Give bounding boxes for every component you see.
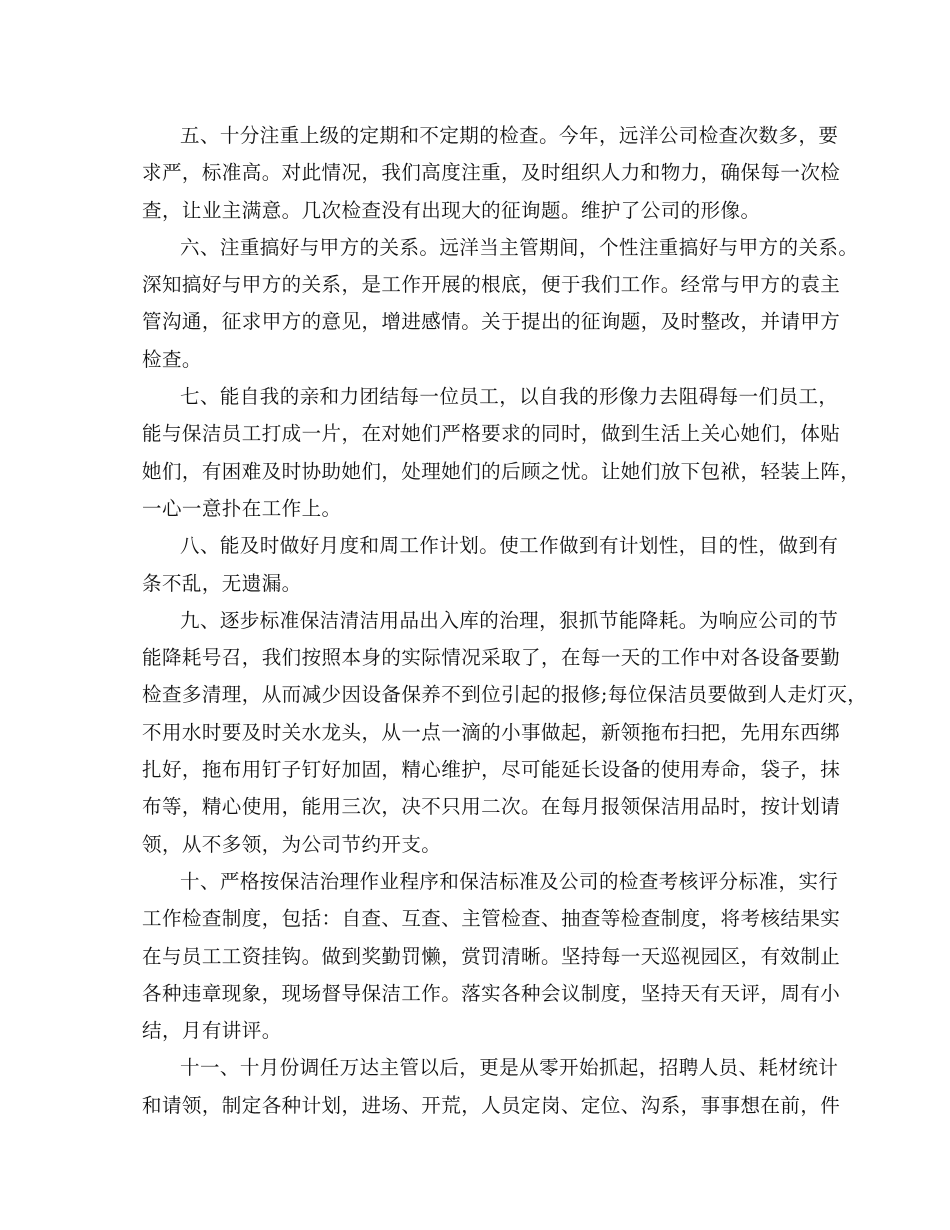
paragraph-10-line-5: 结，月有讲评。 [142, 1019, 282, 1043]
paragraph-9-line-1: 九、逐步标准保洁清洁用品出入库的治理，狠抓节能降耗。为响应公司的节 [180, 608, 839, 632]
paragraph-10-line-2: 工作检查制度，包括：自查、互查、主管检查、抽查等检查制度，将考核结果实 [142, 907, 841, 931]
paragraph-10-line-3: 在与员工工资挂钩。做到奖勤罚懒，赏罚清晰。坚持每一天巡视园区，有效制止 [142, 944, 841, 968]
paragraph-9-line-6: 布等，精心使用，能用三次，决不只用二次。在每月报领保洁用品时，按计划请 [142, 795, 841, 819]
paragraph-6-line-3: 管沟通，征求甲方的意见，增进感情。关于提出的征询题，及时整改，并请甲方 [142, 310, 841, 334]
paragraph-11-line-1: 十一、十月份调任万达主管以后，更是从零开始抓起，招聘人员、耗材统计 [180, 1056, 839, 1080]
paragraph-9-line-5: 扎好，拖布用钉子钉好加固，精心维护，尽可能延长设备的使用寿命，袋子，抹 [142, 758, 841, 782]
paragraph-10-line-1: 十、严格按保洁治理作业程序和保洁标准及公司的检查考核评分标准，实行 [180, 869, 839, 893]
paragraph-6-line-2: 深知搞好与甲方的关系，是工作开展的根底，便于我们工作。经常与甲方的袁主 [142, 273, 841, 297]
paragraph-6-line-1: 六、注重搞好与甲方的关系。远洋当主管期间，个性注重搞好与甲方的关系。 [180, 235, 859, 259]
paragraph-5-line-2: 求严，标准高。对此情况，我们高度注重，及时组织人力和物力，确保每一次检 [142, 161, 841, 185]
paragraph-7-line-3: 她们，有困难及时协助她们，处理她们的后顾之忧。让她们放下包袱，轻装上阵， [142, 459, 861, 483]
paragraph-8-line-2: 条不乱，无遗漏。 [142, 571, 302, 595]
paragraph-10-line-4: 各种违章现象，现场督导保洁工作。落实各种会议制度，坚持天有天评，周有小 [142, 981, 841, 1005]
paragraph-7-line-4: 一心一意扑在工作上。 [142, 496, 342, 520]
paragraph-6-line-4: 检查。 [142, 347, 202, 371]
paragraph-9-line-4: 不用水时要及时关水龙头，从一点一滴的小事做起，新领拖布扫把，先用东西绑 [142, 720, 841, 744]
paragraph-7-line-1: 七、能自我的亲和力团结每一位员工，以自我的形像力去阻碍每一们员工， [180, 385, 839, 409]
paragraph-8-line-1: 八、能及时做好月度和周工作计划。使工作做到有计划性，目的性，做到有 [180, 534, 839, 558]
document-body [142, 117, 868, 1124]
paragraph-11-line-2: 和请领，制定各种计划，进场、开荒，人员定岗、定位、沟系，事事想在前，件 [142, 1093, 841, 1117]
paragraph-9-line-3: 检查多清理，从而减少因设备保养不到位引起的报修;每位保洁员要做到人走灯灭， [142, 683, 868, 707]
paragraph-9-line-2: 能降耗号召，我们按照本身的实际情况采取了，在每一天的工作中对各设备要勤 [142, 646, 841, 670]
paragraph-5-line-1: 五、十分注重上级的定期和不定期的检查。今年，远洋公司检查次数多，要 [180, 124, 839, 147]
paragraph-5-line-3: 查，让业主满意。几次检查没有出现大的征询题。维护了公司的形像。 [142, 198, 761, 222]
paragraph-9-line-7: 领，从不多领，为公司节约开支。 [142, 832, 442, 856]
paragraph-7-line-2: 能与保洁员工打成一片，在对她们严格要求的同时，做到生活上关心她们，体贴 [142, 422, 841, 446]
